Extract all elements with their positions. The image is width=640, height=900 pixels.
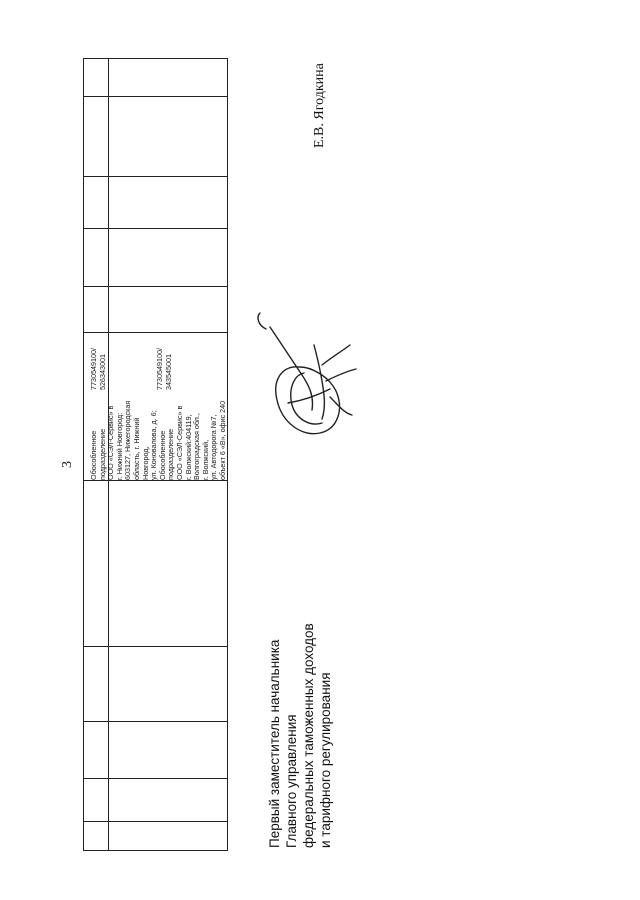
- address-line: г. Волжский:404119,: [183, 414, 193, 480]
- kpp-value: 343545001: [163, 354, 173, 390]
- address-line: Волгоградская обл.,: [192, 413, 202, 480]
- address-line: 603127, Нижегородская: [123, 400, 133, 480]
- signer-title-line: федеральных таможенных доходов: [301, 623, 316, 848]
- signer-title-line: и тарифного регулирования: [318, 672, 333, 848]
- table-row-divider: [83, 821, 228, 822]
- signer-title-line: Главного управления: [284, 714, 299, 848]
- page-number: 3: [60, 461, 75, 468]
- address-line: Новгород,: [140, 446, 150, 480]
- table-row-divider: [83, 176, 228, 177]
- signer-title-line: Первый заместитель начальника: [267, 639, 282, 848]
- table-border-left: [83, 58, 84, 850]
- address-line: Обособленное: [89, 430, 98, 480]
- handwritten-signature: [252, 305, 362, 455]
- address-line: подразделение: [97, 428, 107, 480]
- address-line: Обособленное: [157, 430, 167, 480]
- table-row-divider: [83, 332, 228, 333]
- table-row-divider: [83, 721, 228, 722]
- table-row-divider: [83, 646, 228, 647]
- address-line: г. Нижний Новгород:: [114, 412, 124, 480]
- address-line: объект 6 «В», офис 240: [217, 400, 227, 480]
- address-line: ул. Автодорога №7,: [209, 414, 219, 480]
- address-line: ул. Коновалова, д. 6;: [149, 410, 159, 480]
- signer-name: Е.В. Ягодкина: [312, 63, 327, 148]
- address-line: г. Волжский,: [200, 439, 210, 480]
- table-row-divider: [83, 286, 228, 287]
- table-border-bottom: [83, 850, 228, 851]
- address-line: подразделение: [166, 428, 176, 480]
- address-line: ООО «СЭЛ-Сервис» в: [174, 405, 184, 480]
- table-row-divider: [83, 480, 228, 481]
- address-line: ООО «СЭЛ-Сервис» в: [106, 405, 116, 480]
- inn-value: 7730549100/: [155, 348, 164, 390]
- signer-title: [266, 623, 334, 848]
- inn-kpp-cell-2: [156, 348, 173, 390]
- table-row-divider: [83, 96, 228, 97]
- table-row-divider: [83, 778, 228, 779]
- table-border-top: [83, 58, 228, 59]
- inn-kpp-cell-1: [90, 348, 107, 390]
- inn-value: 7730549100/: [89, 348, 98, 390]
- table-row-divider: [83, 228, 228, 229]
- address-line: область, г. Нижний: [131, 417, 141, 480]
- kpp-value: 526343001: [97, 354, 107, 390]
- address-cell: [90, 401, 228, 480]
